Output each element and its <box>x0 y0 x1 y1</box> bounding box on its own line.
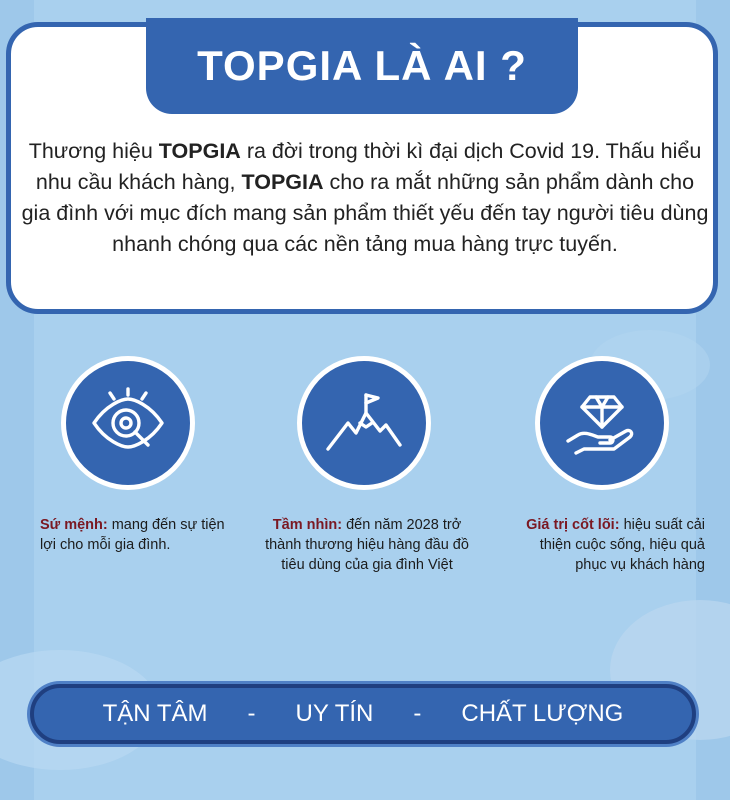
core-value-description: hiệu suất cải thiện cuộc sống, hiệu quả phục vụ khách hàng <box>539 517 705 573</box>
mission-description: mang đến sự tiện lợi cho mỗi gia đình. <box>40 517 225 553</box>
vision-text <box>262 515 472 575</box>
slogan-word: CHẤT LƯỢNG <box>461 700 624 727</box>
eye-magnifier-icon <box>88 383 168 463</box>
intro-paragraph <box>20 136 710 260</box>
core-value-label: Giá trị cốt lõi: <box>526 517 620 533</box>
slogan-separator: - <box>413 700 422 727</box>
vision-label: Tầm nhìn: <box>272 517 343 533</box>
page-title: TOPGIA LÀ AI ? <box>197 42 527 89</box>
brand-name: TOPGIA <box>158 139 241 163</box>
intro-text-part: Thương hiệu <box>28 139 159 163</box>
mission-icon-circle <box>61 356 195 490</box>
slogan-word: TẬN TÂM <box>102 700 208 727</box>
mission-label: Sứ mệnh: <box>40 517 108 533</box>
slogan-bar <box>30 684 696 744</box>
mission-text <box>40 515 240 555</box>
core-value-text <box>505 515 705 575</box>
brand-name: TOPGIA <box>241 170 324 194</box>
vision-description: đến năm 2028 trở thành thương hiệu hàng đầu đồ tiêu dùng của gia đình Việt <box>265 517 469 573</box>
slogan-separator: - <box>247 700 256 727</box>
core-value-icon-circle <box>535 356 669 490</box>
diamond-hand-icon <box>562 383 642 463</box>
slogan-word: UY TÍN <box>295 700 374 727</box>
intro-text-part: ra đời trong thời kì đại dịch Covid 19. Thấu hiểu nhu cầu khách hàng, <box>35 139 702 194</box>
mountain-flag-icon <box>324 383 404 463</box>
title-tab <box>146 18 578 114</box>
vision-icon-circle <box>297 356 431 490</box>
intro-text-part: cho ra mắt những sản phẩm dành cho gia đình với mục đích mang sản phẩm thiết yếu đến tay người tiêu dùng nhanh chóng qua các nền tảng mua hàng trực tuyến. <box>21 170 709 256</box>
